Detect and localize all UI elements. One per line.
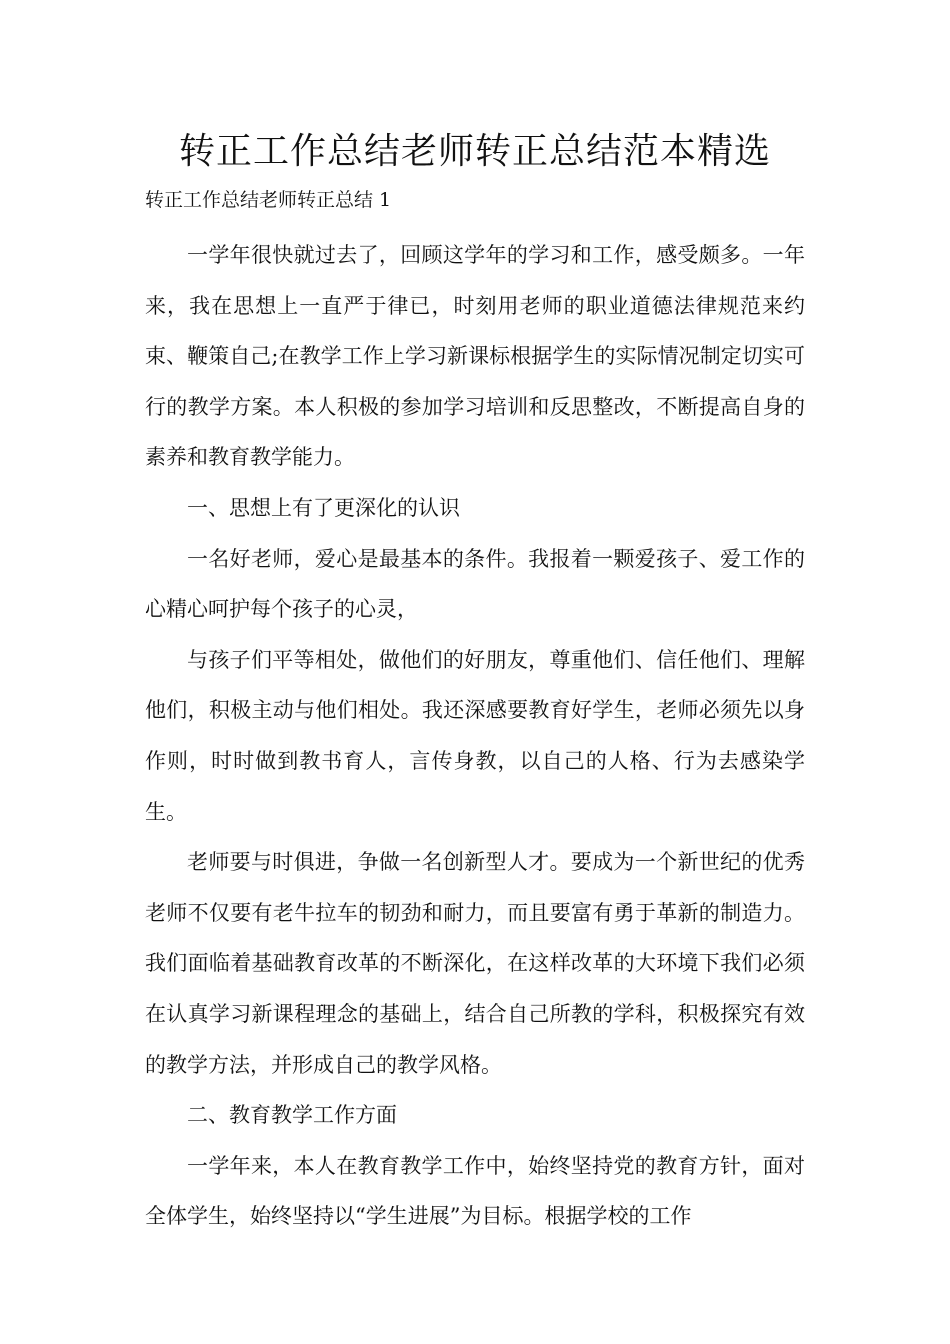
paragraph-innovation: 老师要与时俱进，争做一名创新型人才。要成为一个新世纪的优秀老师不仅要有老牛拉车的韧劲和耐力，而且要富有勇于革新的制造力。我们面临着基础教育改革的不断深化，在这样改革的大环境下我们必须在认真学习新课程理念的基础上，结合自己所教的学科，积极探究有效的教学方法，并形成自己的教学风格。 bbox=[145, 850, 805, 1077]
paragraph-intro: 一学年很快就过去了，回顾这学年的学习和工作，感受颇多。一年来，我在思想上一直严于律已，时刻用老师的职业道德法律规范来约束、鞭策自己;在教学工作上学习新课标根据学生的实际情况制定切实可行的教学方案。本人积极的参加学习培训和反思整改，不断提高自身的素养和教育教学能力。 bbox=[145, 243, 805, 470]
paragraph-equality: 与孩子们平等相处，做他们的好朋友，尊重他们、信任他们、理解他们，积极主动与他们相处。我还深感要教育好学生，老师必须先以身作则，时时做到教书育人，言传身教，以自己的人格、行为去感染学生。 bbox=[145, 647, 805, 824]
document-body bbox=[145, 230, 805, 1242]
section-heading-2: 二、教育教学工作方面 bbox=[187, 1103, 397, 1128]
paragraph-love: 一名好老师，爱心是最基本的条件。我报着一颗爱孩子、爱工作的心精心呵护每个孩子的心灵， bbox=[145, 546, 805, 622]
section-heading-1: 一、思想上有了更深化的认识 bbox=[187, 495, 460, 520]
paragraph-teaching: 一学年来，本人在教育教学工作中，始终坚持党的教育方针，面对全体学生，始终坚持以“学生进展”为目标。根据学校的工作 bbox=[145, 1153, 805, 1229]
document-title: 转正工作总结老师转正总结范本精选 bbox=[178, 131, 771, 172]
document-subtitle: 转正工作总结老师转正总结 1 bbox=[145, 189, 392, 211]
